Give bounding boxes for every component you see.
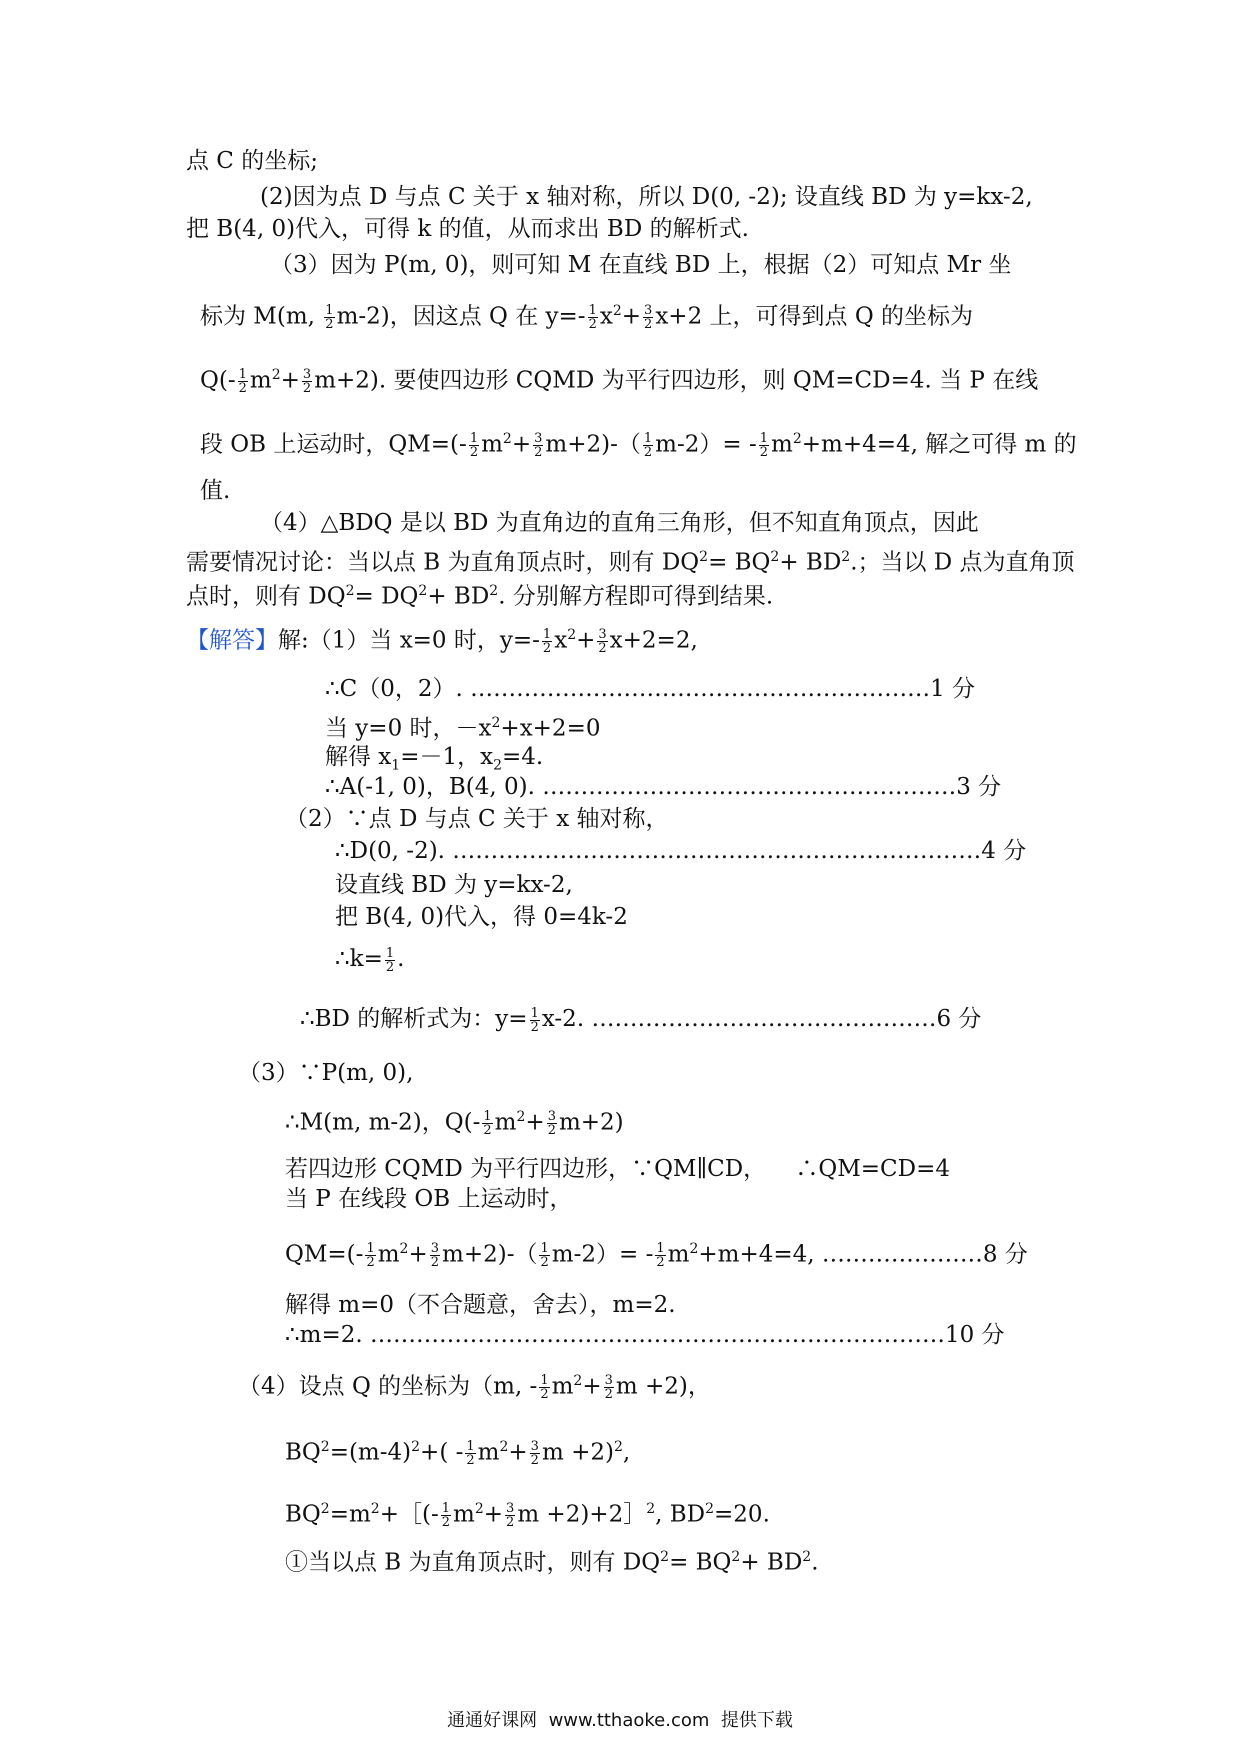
solution-line: ①当以点 B 为直角顶点时，则有 $DQ^2= BQ^2+ BD^2$. (285, 1549, 819, 1576)
solution-line: ∴A(-1, 0)，B(4, 0). ………………………………………………3 分 (325, 774, 1002, 800)
fraction: $\frac{3}{2}$ (506, 1501, 515, 1531)
fraction: $\frac{1}{2}$ (540, 1241, 549, 1271)
solution-line: 设直线 BD 为 y=kx-2, (335, 872, 573, 898)
fraction: $\frac{1}{2}$ (366, 1241, 375, 1271)
fraction: $\frac{3}{2}$ (530, 1439, 539, 1469)
fraction: $\frac{3}{2}$ (598, 627, 607, 657)
fraction: $\frac{1}{2}$ (542, 627, 552, 657)
analysis-line: 值. (200, 478, 231, 504)
fraction: $\frac{3}{2}$ (534, 431, 543, 461)
page-footer: 通通好课网 www.tthaoke.com 提供下载 (447, 1710, 793, 1731)
fraction: $\frac{1}{2}$ (483, 1109, 492, 1139)
solution-line: 解得 m=0（不合题意，舍去），m=2. (285, 1292, 676, 1318)
solution-line: 把 B(4, 0)代入，得 0=4k-2 (335, 904, 628, 930)
analysis-line: 标为 M(m, $\frac{1}{2}$ m-2)，因这点 Q 在 y=- $\frac{1}{2}$ $x^2+$ $\frac{3}{2}$ x+2 上，可得到点 Q 的坐标为 (200, 303, 973, 333)
solution-line: 解得 $x_1=-1$，$x_2=4$. (325, 744, 544, 774)
solution-line: QM=(- $\frac{1}{2}$ $m^2+$ $\frac{3}{2}$ m+2)-（ $\frac{1}{2}$ m-2）= - $\frac{1}{2}$ $m^2+m+4=4$, …………………8 分 (285, 1241, 1028, 1271)
fraction: $\frac{1}{2}$ (643, 431, 653, 461)
fraction: $\frac{1}{2}$ (325, 303, 334, 333)
solution-line: 当 y=0 时，$-x^2+x+2=0$ (325, 715, 601, 742)
analysis-line: （3）因为 P(m, 0)，则可知 M 在直线 BD 上，根据（2）可知点 Mr 坐 (270, 252, 1012, 278)
solution-line: 若四边形 CQMD 为平行四边形，∵QM∥CD， ∴QM=CD=4 (285, 1156, 951, 1182)
solution-line: ∴C（0，2）. ……………………………………………………1 分 (325, 676, 976, 702)
analysis-line: (2)因为点 D 与点 C 关于 x 轴对称，所以 D(0, -2); 设直线 BD 为 y=kx-2, (260, 184, 1033, 210)
analysis-line: 点 C 的坐标; (186, 148, 318, 174)
solution-line: ∴D(0, -2). ……………………………………………………………4 分 (335, 838, 1027, 864)
fraction: $\frac{3}{2}$ (430, 1241, 440, 1271)
fraction: $\frac{3}{2}$ (604, 1373, 613, 1403)
fraction: $\frac{3}{2}$ (547, 1109, 556, 1139)
analysis-line: 段 OB 上运动时，QM=(- $\frac{1}{2}$ $m^2+$ $\frac{3}{2}$ m+2)-（ $\frac{1}{2}$ m-2）= - $\frac{1}{2}$ $m^2+m+4=4$, 解之可得 m 的 (200, 431, 1077, 461)
fraction: $\frac{1}{2}$ (588, 303, 597, 333)
fraction: $\frac{1}{2}$ (441, 1501, 451, 1531)
fraction: $\frac{1}{2}$ (466, 1439, 475, 1469)
solution-line: 当 P 在线段 OB 上运动时， (285, 1186, 573, 1212)
solution-line: $BQ^2=(m-4)^2+$( - $\frac{1}{2}$ $m^2+$ $\frac{3}{2}$ m +2)$^2$, (285, 1439, 631, 1469)
fraction: $\frac{1}{2}$ (385, 945, 395, 975)
solution-line: ∴m=2. …………………………………………………………………10 分 (285, 1322, 1005, 1348)
fraction: $\frac{1}{2}$ (238, 367, 247, 397)
analysis-line: 点时，则有 $DQ^2= DQ^2+ BD^2$. 分别解方程即可得到结果. (186, 583, 774, 610)
solution-line: 【解答】解:（1）当 x=0 时，y=- $\frac{1}{2}$ $x^2+$ $\frac{3}{2}$ x+2=2, (186, 627, 698, 657)
fraction: $\frac{3}{2}$ (644, 303, 653, 333)
fraction: $\frac{1}{2}$ (540, 1373, 549, 1403)
fraction: $\frac{1}{2}$ (530, 1005, 539, 1035)
fraction: $\frac{3}{2}$ (302, 367, 312, 397)
solution-line: （2）∵点 D 与点 C 关于 x 轴对称， (285, 806, 669, 832)
solution-line: （3）∵P(m, 0), (238, 1060, 414, 1086)
analysis-line: 需要情况讨论：当以点 B 为直角顶点时，则有 $DQ^2= BQ^2+ BD^2$.；当以 D 点为直角顶 (186, 549, 1075, 576)
solution-line: （4）设点 Q 的坐标为（m, - $\frac{1}{2}$ $m^2+$ $\frac{3}{2}$ m +2)， (238, 1373, 711, 1403)
analysis-line: 把 B(4, 0)代入，可得 k 的值，从而求出 BD 的解析式. (186, 216, 749, 242)
solution-line: ∴k= $\frac{1}{2}$ . (335, 945, 405, 975)
solution-line: $BQ^2=m^2+[(-$ $\frac{1}{2}$ $m^2+$ $\frac{3}{2}$ m +2)+2］$^2$, $BD^2=20$. (285, 1501, 770, 1531)
fraction: $\frac{1}{2}$ (469, 431, 479, 461)
fraction: $\frac{1}{2}$ (759, 431, 768, 461)
solution-tag: 【解答】 (186, 627, 278, 654)
solution-line: ∴BD 的解析式为：y= $\frac{1}{2}$ x-2. ………………………………………6 分 (300, 1005, 982, 1035)
analysis-line: （4）△BDQ 是以 BD 为直角边的直角三角形，但不知直角顶点，因此 (260, 510, 979, 536)
solution-line: ∴M(m, m-2)，Q(- $\frac{1}{2}$ $m^2+$ $\frac{3}{2}$ m+2) (285, 1109, 624, 1139)
analysis-line: Q(- $\frac{1}{2}$ $m^2+$ $\frac{3}{2}$ m+2). 要使四边形 CQMD 为平行四边形，则 QM=CD=4. 当 P 在线 (200, 367, 1039, 397)
fraction: $\frac{1}{2}$ (656, 1241, 665, 1271)
